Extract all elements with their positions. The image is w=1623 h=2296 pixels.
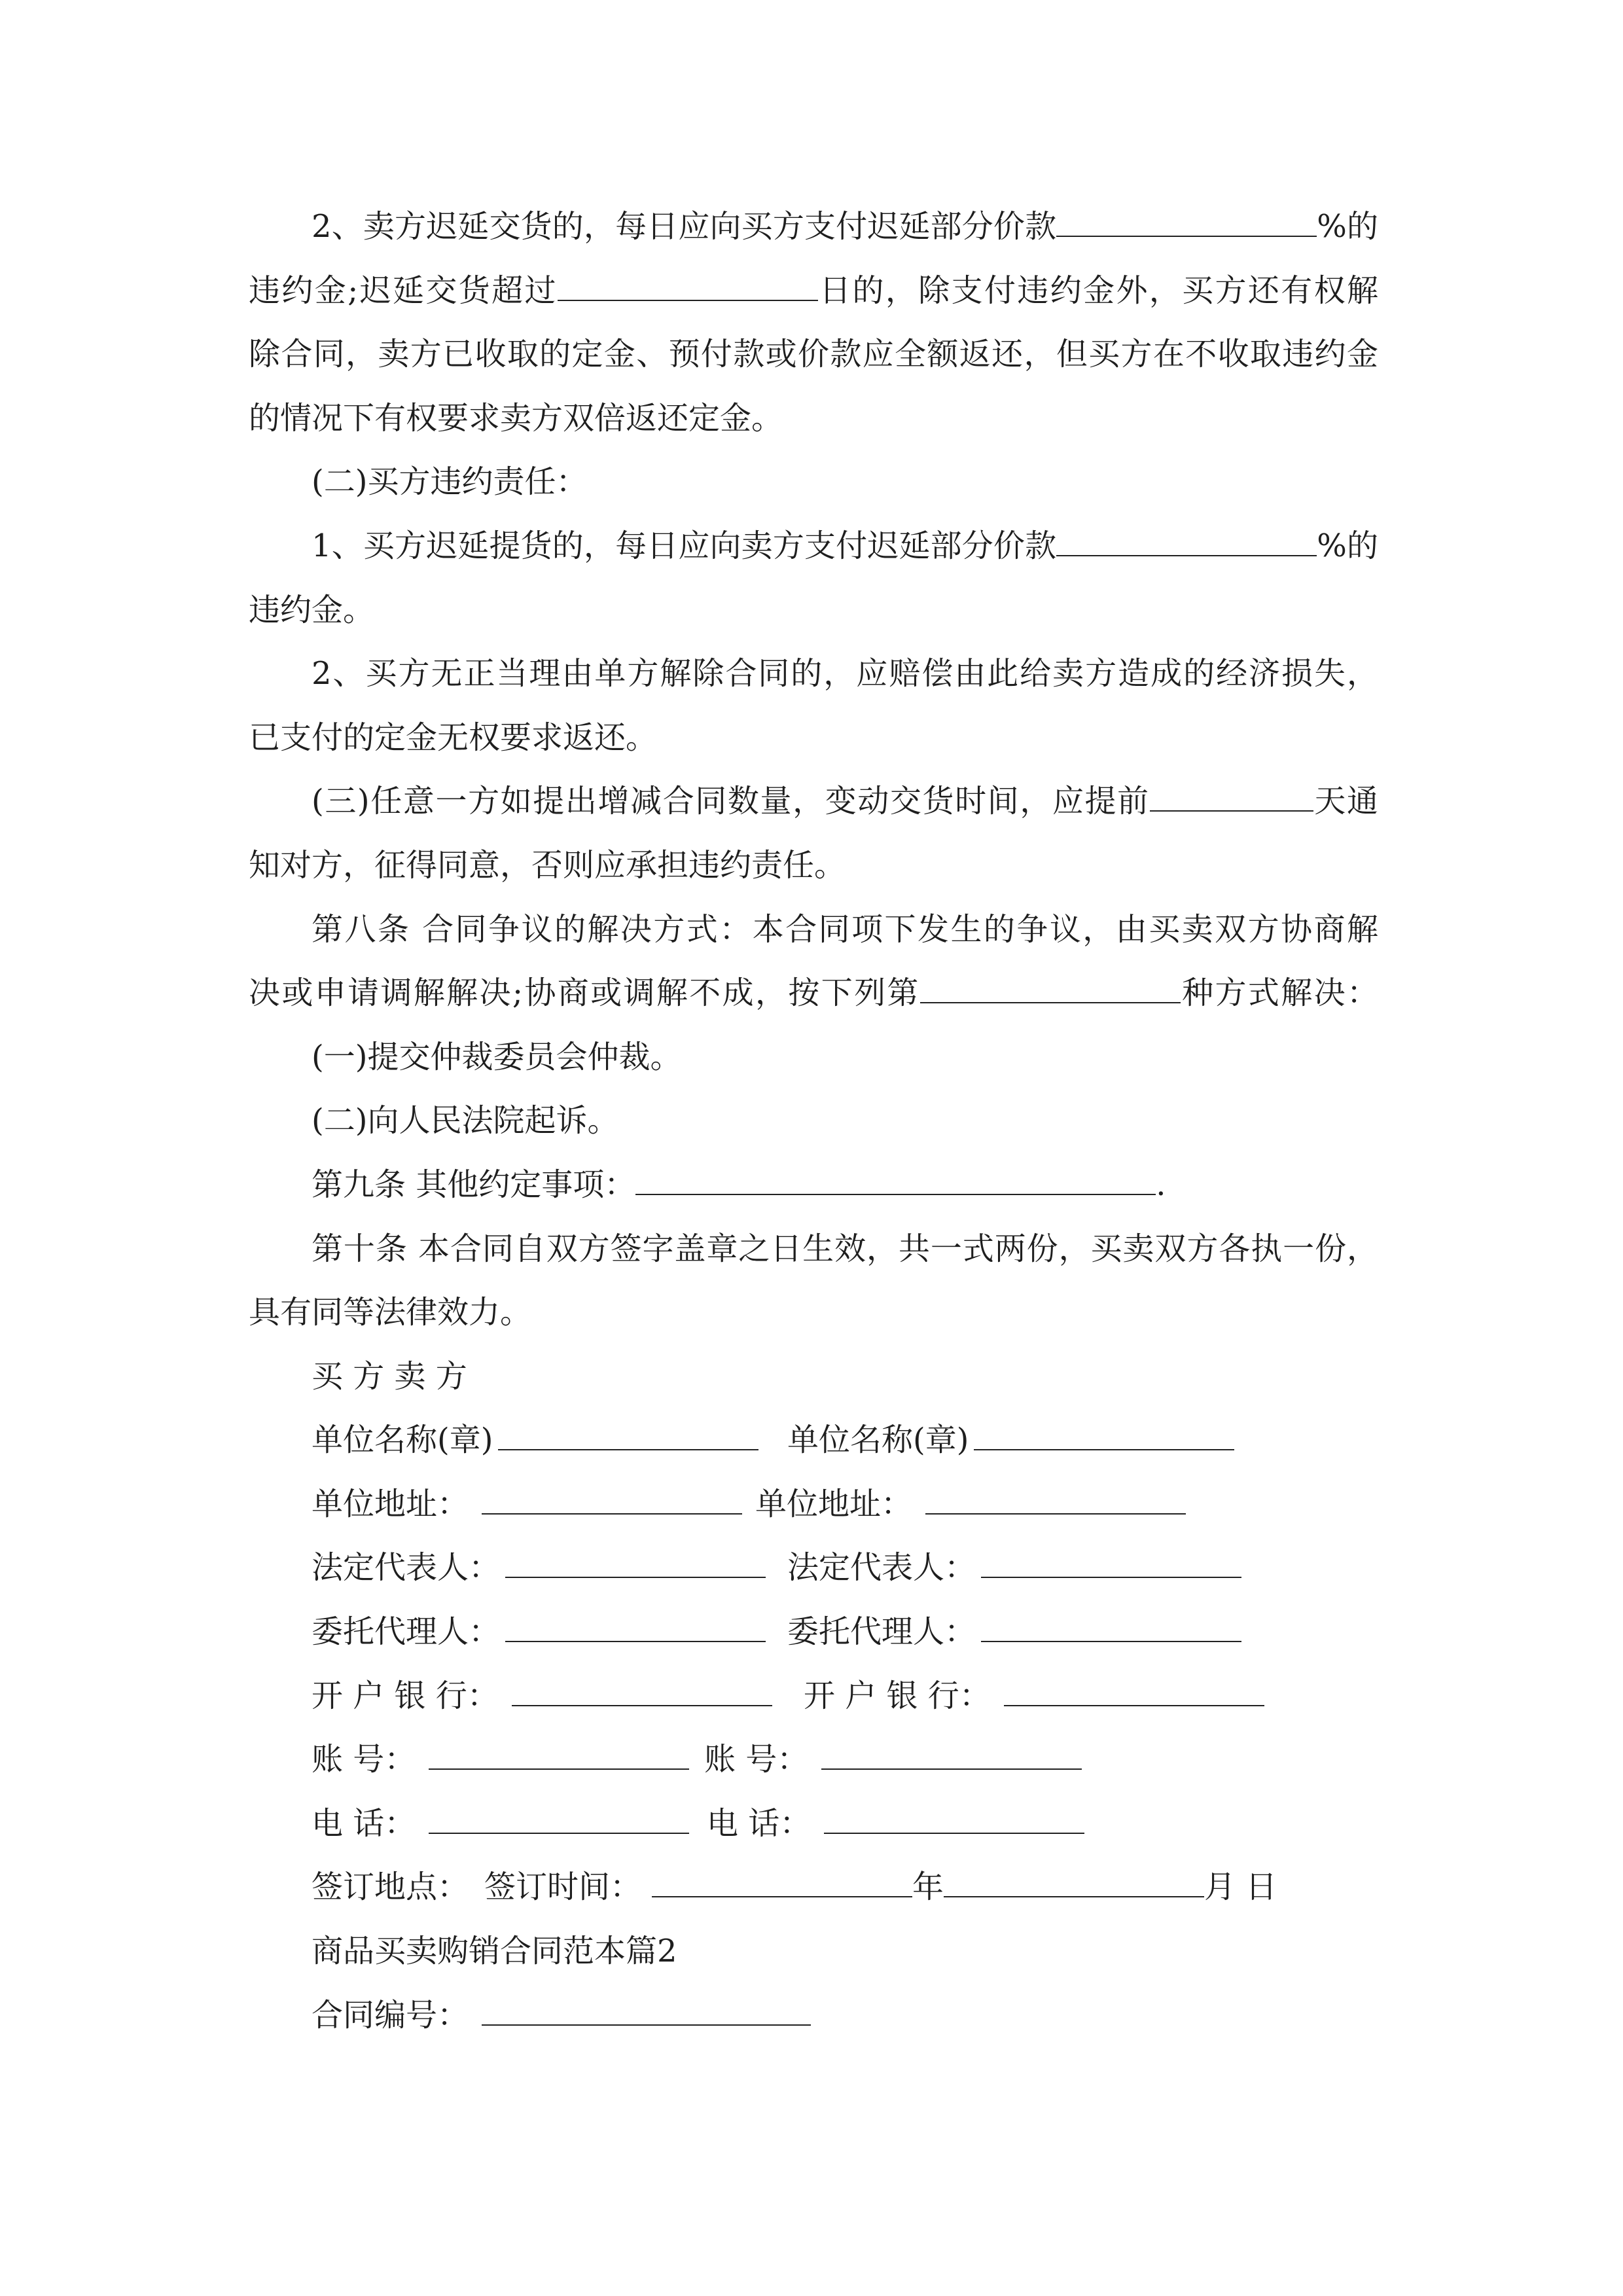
paragraph-line: (一)提交仲裁委员会仲裁。 xyxy=(312,1038,682,1075)
buyer-field xyxy=(312,1473,742,1537)
month-day-label: 月 日 xyxy=(1204,1869,1277,1906)
label: 账 号： xyxy=(312,1741,416,1778)
signature-row xyxy=(249,1536,1378,1600)
sign-place-label: 签订地点： xyxy=(312,1869,469,1906)
paragraph-line xyxy=(249,770,1378,834)
sign-time-label: 签订时间： xyxy=(484,1869,642,1906)
text: 第九条 其他约定事项： xyxy=(312,1166,636,1203)
buyer-field xyxy=(312,1728,689,1792)
blank-field[interactable] xyxy=(824,1806,1084,1834)
year-field[interactable] xyxy=(652,1870,912,1897)
signature-row xyxy=(249,1473,1378,1537)
blank-field[interactable] xyxy=(482,1487,742,1515)
label: 开 户 银 行： xyxy=(804,1677,991,1714)
seller-field xyxy=(704,1728,1082,1792)
label: 单位名称(章) xyxy=(787,1422,969,1459)
label: 开 户 银 行： xyxy=(312,1677,499,1714)
blank-field[interactable] xyxy=(429,1806,689,1834)
blank-field[interactable] xyxy=(974,1423,1234,1450)
blank-field[interactable] xyxy=(505,1551,766,1578)
seller-field xyxy=(787,1536,1241,1600)
section-title: 商品买卖购销合同范本篇2 xyxy=(312,1933,677,1970)
label: 电 话： xyxy=(312,1804,416,1842)
paragraph-line: 已支付的定金无权要求返还。 xyxy=(249,719,658,756)
paragraph-line xyxy=(249,195,1378,259)
label: 电 话： xyxy=(707,1804,812,1842)
section-heading: (二)买方违约责任： xyxy=(312,463,588,501)
seller-field xyxy=(804,1664,1264,1729)
blank-field[interactable] xyxy=(925,1487,1186,1515)
buyer-field xyxy=(312,1600,766,1664)
blank-field[interactable] xyxy=(512,1679,772,1706)
signature-row xyxy=(249,1408,1378,1473)
paragraph-line: 除合同，卖方已收取的定金、预付款或价款应全额返还，但买方在不收取违约金 xyxy=(249,336,1378,373)
text: 违约金;迟延交货超过 xyxy=(249,272,558,309)
blank-field[interactable] xyxy=(981,1615,1241,1642)
label: 单位名称(章) xyxy=(312,1422,493,1459)
seller-field xyxy=(787,1408,1234,1473)
text: 1、买方迟延提货的，每日应向卖方支付迟延部分价款 xyxy=(312,527,1057,564)
label: 委托代理人： xyxy=(312,1613,501,1651)
label: 账 号： xyxy=(704,1741,809,1778)
text: %的 xyxy=(1317,208,1378,245)
seller-field xyxy=(787,1600,1241,1664)
buyer-field xyxy=(312,1536,766,1600)
text: 2、卖方迟延交货的，每日应向买方支付迟延部分价款 xyxy=(312,208,1057,245)
blank-field[interactable] xyxy=(1056,209,1317,237)
buyer-field xyxy=(312,1792,689,1856)
label: 单位地址： xyxy=(312,1485,469,1522)
blank-field[interactable] xyxy=(1056,529,1317,556)
buyer-field xyxy=(312,1408,758,1473)
paragraph-line: (二)向人民法院起诉。 xyxy=(312,1102,619,1139)
seller-field xyxy=(707,1792,1084,1856)
document-page xyxy=(249,195,1378,2047)
year-label: 年 xyxy=(912,1869,944,1906)
paragraph-line xyxy=(249,514,1378,579)
signature-row xyxy=(249,1600,1378,1664)
paragraph-line: 的情况下有权要求卖方双倍返还定金。 xyxy=(249,399,783,437)
parties-heading: 买 方 卖 方 xyxy=(312,1357,467,1395)
blank-field[interactable] xyxy=(1004,1679,1264,1706)
paragraph-line xyxy=(249,259,1378,323)
month-field[interactable] xyxy=(944,1870,1204,1897)
label: 委托代理人： xyxy=(787,1613,976,1651)
paragraph-line: 第十条 本合同自双方签字盖章之日生效，共一式两份，买卖双方各执一份， xyxy=(312,1230,1378,1267)
blank-field[interactable] xyxy=(920,976,1181,1003)
paragraph-line: 2、买方无正当理由单方解除合同的，应赔偿由此给卖方造成的经济损失， xyxy=(312,655,1378,692)
signature-row xyxy=(249,1792,1378,1856)
paragraph-line xyxy=(249,961,1378,1026)
buyer-field xyxy=(312,1664,772,1729)
text: %的 xyxy=(1317,527,1378,564)
blank-field[interactable] xyxy=(821,1742,1082,1770)
signature-row xyxy=(249,1664,1378,1729)
text: (三)任意一方如提出增减合同数量，变动交货时间，应提前 xyxy=(312,783,1150,820)
text: 决或申请调解解决;协商或调解不成，按下列第 xyxy=(249,975,920,1012)
signature-row xyxy=(249,1728,1378,1792)
paragraph-line: 具有同等法律效力。 xyxy=(249,1294,532,1331)
signing-row xyxy=(249,1856,1378,1920)
label: 单位地址： xyxy=(755,1485,913,1522)
blank-field[interactable] xyxy=(505,1615,766,1642)
blank-field[interactable] xyxy=(635,1168,1156,1195)
blank-field[interactable] xyxy=(1150,784,1313,812)
contract-number-field[interactable] xyxy=(482,1998,811,2026)
text: 日的，除支付违约金外，买方还有权解 xyxy=(817,272,1378,309)
text: 种方式解决： xyxy=(1180,975,1378,1012)
blank-field[interactable] xyxy=(498,1423,758,1450)
contract-number-row xyxy=(249,1984,1378,2048)
text: . xyxy=(1156,1166,1166,1203)
blank-field[interactable] xyxy=(981,1551,1241,1578)
contract-number-label: 合同编号： xyxy=(312,1996,469,2034)
blank-field[interactable] xyxy=(429,1742,689,1770)
paragraph-line: 第八条 合同争议的解决方式：本合同项下发生的争议，由买卖双方协商解 xyxy=(312,910,1378,948)
paragraph-line xyxy=(249,1153,1378,1217)
label: 法定代表人： xyxy=(787,1549,976,1587)
text: 天通 xyxy=(1313,783,1378,820)
seller-field xyxy=(755,1473,1186,1537)
paragraph-line: 违约金。 xyxy=(249,591,375,628)
paragraph-line: 知对方，征得同意，否则应承担违约责任。 xyxy=(249,846,846,884)
label: 法定代表人： xyxy=(312,1549,501,1587)
blank-field[interactable] xyxy=(558,274,818,301)
